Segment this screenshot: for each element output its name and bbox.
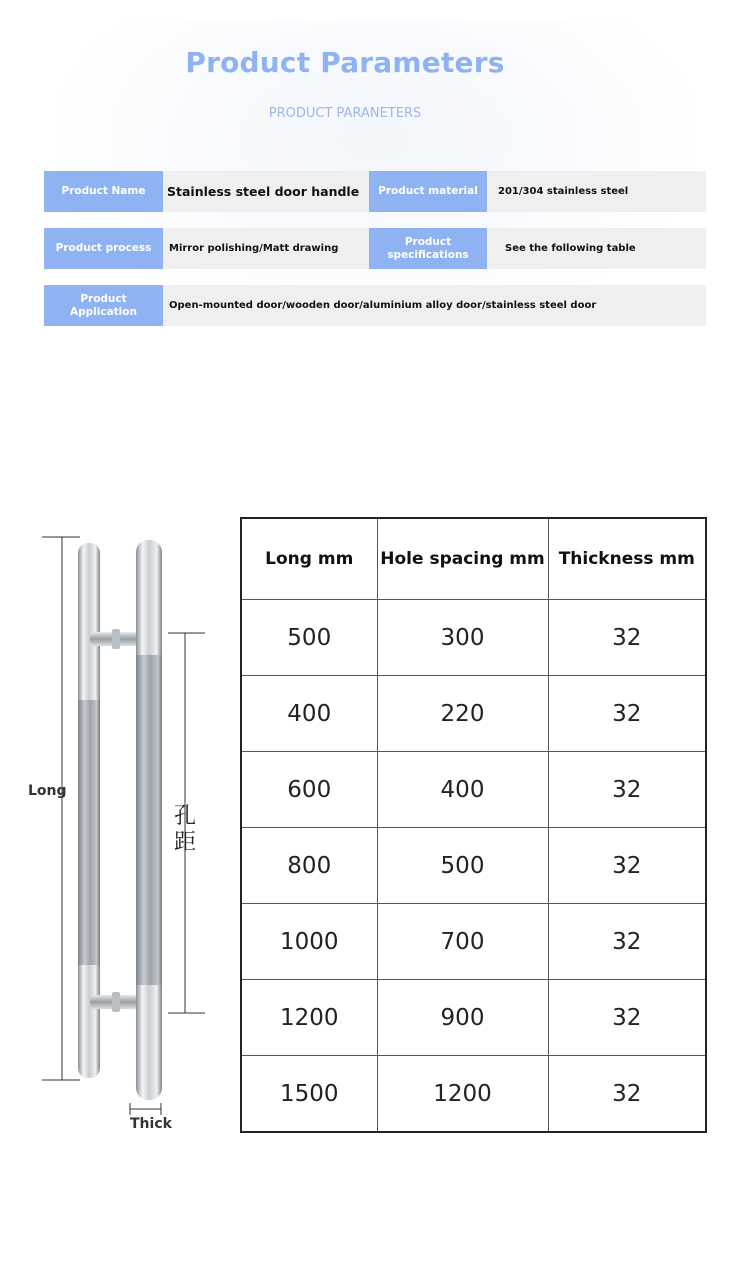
page-subtitle: PRODUCT PARANETERS <box>268 106 422 121</box>
col-header-hole-spacing: Hole spacing mm <box>377 518 548 600</box>
cell-thickness: 32 <box>548 904 706 980</box>
cell-long: 1200 <box>241 980 377 1056</box>
cell-hole-spacing: 700 <box>377 904 548 980</box>
thick-label: Thick <box>130 1116 172 1132</box>
thick-dimension-line <box>130 1103 161 1115</box>
param-row-application <box>44 285 706 326</box>
table-row <box>241 600 706 676</box>
cell-hole-spacing: 400 <box>377 752 548 828</box>
cell-hole-spacing: 300 <box>377 600 548 676</box>
table-row <box>241 980 706 1056</box>
param-value-product-material: 201/304 stainless steel <box>498 186 629 197</box>
param-row-name-material <box>44 171 706 212</box>
table-row <box>241 904 706 980</box>
cell-thickness: 32 <box>548 1056 706 1133</box>
long-dimension-line <box>42 537 80 1080</box>
spec-table-header <box>241 518 706 600</box>
door-handle-diagram <box>0 525 235 1135</box>
page-title: Product Parameters <box>185 46 505 79</box>
param-label-product-application: Product Application <box>44 285 163 326</box>
cell-long: 1500 <box>241 1056 377 1133</box>
col-header-long: Long mm <box>241 518 377 600</box>
cell-thickness: 32 <box>548 828 706 904</box>
cell-hole-spacing: 900 <box>377 980 548 1056</box>
cell-long: 600 <box>241 752 377 828</box>
handle-standoff-bottom <box>90 992 140 1012</box>
spec-table <box>240 517 707 1133</box>
handle-standoff-top <box>90 629 140 649</box>
param-value-product-process: Mirror polishing/Matt drawing <box>169 243 339 254</box>
param-label-product-material: Product material <box>369 171 487 212</box>
param-value-product-specifications: See the following table <box>505 243 636 254</box>
param-row-process-specs <box>44 228 706 269</box>
param-value-product-name: Stainless steel door handle <box>167 184 360 199</box>
cell-long: 500 <box>241 600 377 676</box>
param-label-product-process: Product process <box>44 228 163 269</box>
cell-thickness: 32 <box>548 676 706 752</box>
cell-thickness: 32 <box>548 752 706 828</box>
handle-front-bar <box>136 540 162 1100</box>
table-row <box>241 676 706 752</box>
cell-hole-spacing: 500 <box>377 828 548 904</box>
cell-hole-spacing: 1200 <box>377 1056 548 1133</box>
table-row <box>241 828 706 904</box>
col-header-thickness: Thickness mm <box>548 518 706 600</box>
cell-long: 1000 <box>241 904 377 980</box>
cell-hole-spacing: 220 <box>377 676 548 752</box>
param-label-product-specifications: Product specifications <box>369 228 487 269</box>
table-row <box>241 752 706 828</box>
long-label: Long <box>28 783 67 799</box>
param-value-product-application: Open-mounted door/wooden door/aluminium alloy door/stainless steel door <box>169 300 597 311</box>
hole-spacing-label: 孔距 <box>173 804 196 855</box>
table-row <box>241 1056 706 1133</box>
cell-thickness: 32 <box>548 600 706 676</box>
param-label-product-name: Product Name <box>44 171 163 212</box>
cell-thickness: 32 <box>548 980 706 1056</box>
cell-long: 800 <box>241 828 377 904</box>
cell-long: 400 <box>241 676 377 752</box>
